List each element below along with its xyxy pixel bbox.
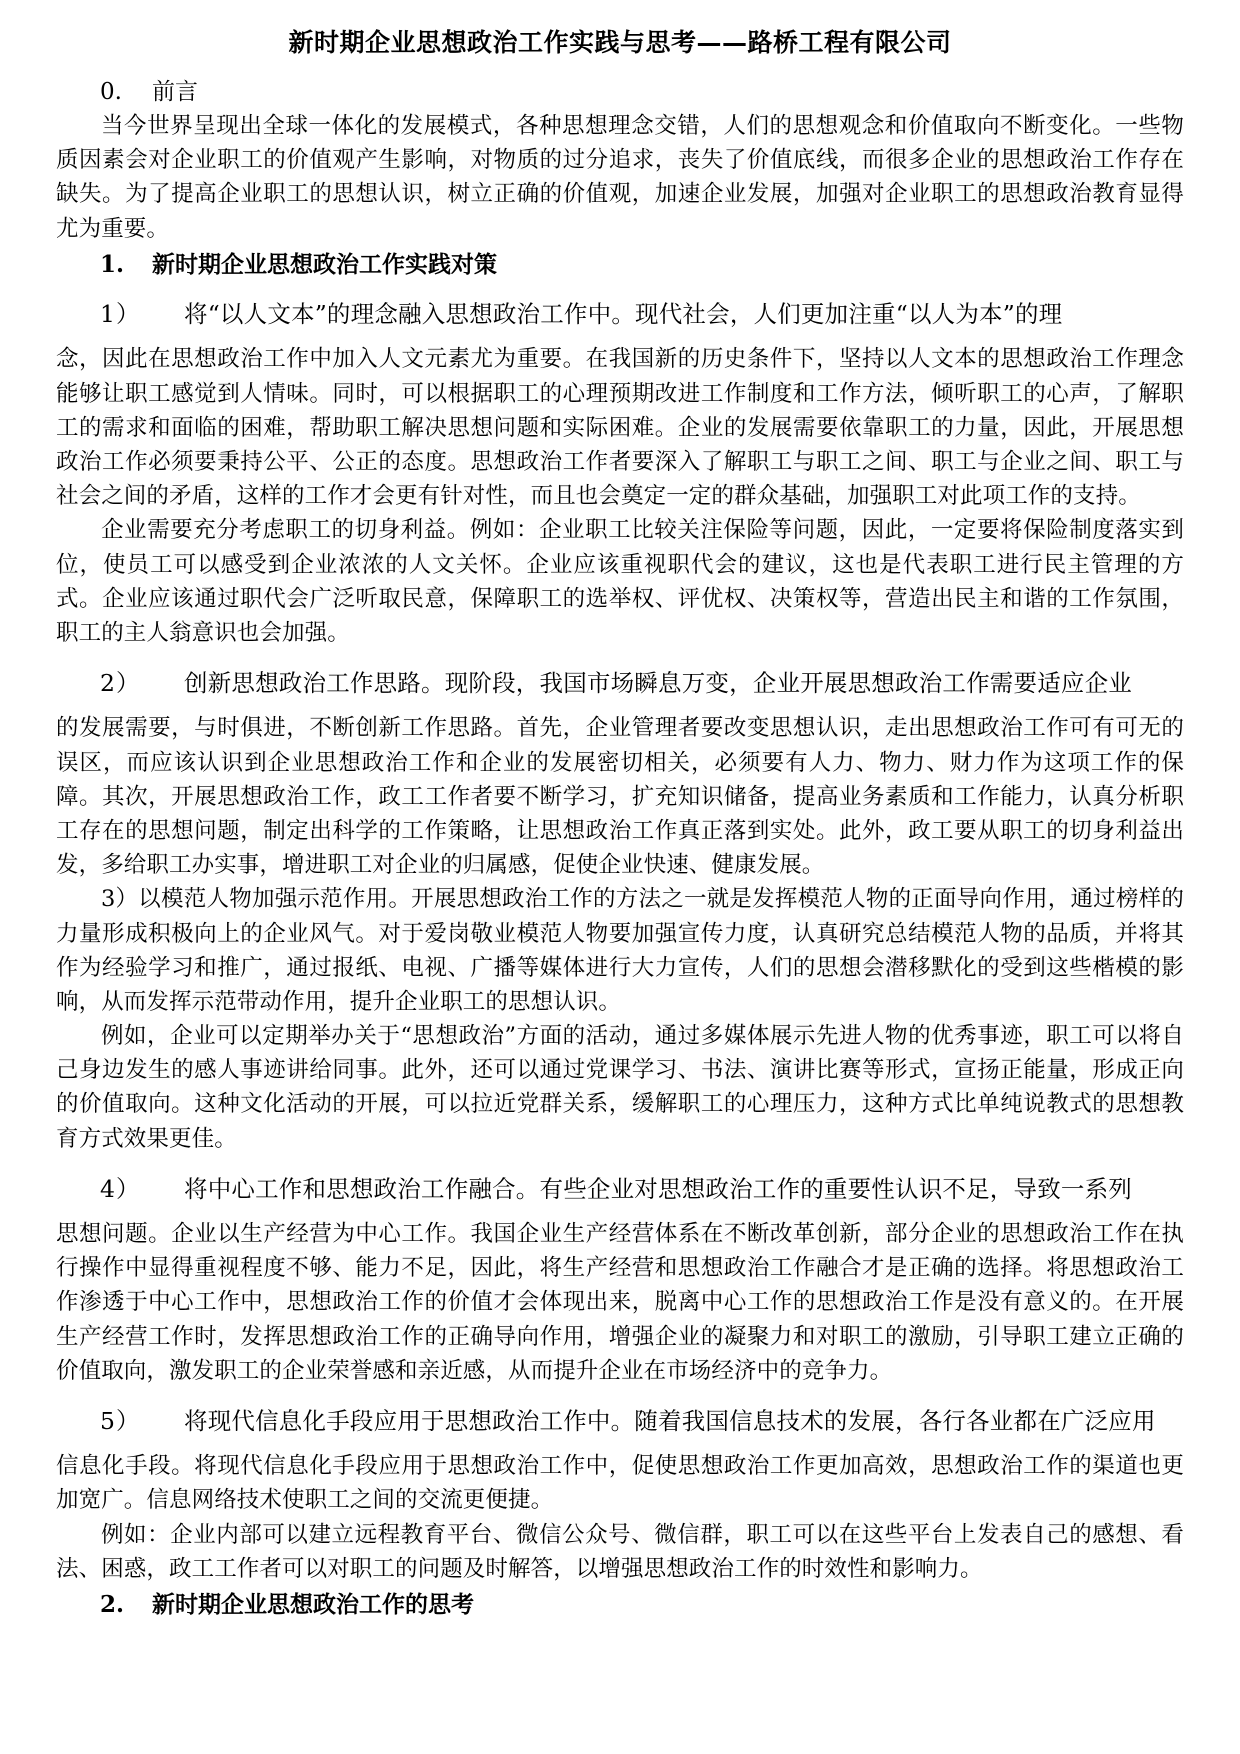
list-item-lead-text-2: 创新思想政治工作思路。现阶段，我国市场瞬息万变，企业开展思想政治工作需要适应企业 — [184, 669, 1132, 698]
section-title-2: 新时期企业思想政治工作的思考 — [152, 1591, 474, 1618]
list-item-lead-1 — [56, 297, 1184, 332]
list-item-followup-5: 例如：企业内部可以建立远程教育平台、微信公众号、微信群，职工可以在这些平台上发表自己的感想、看法、困惑，政工工作者可以对职工的问题及时解答，以增强思想政治工作的时效性和影响力。 — [56, 1521, 1184, 1582]
list-marker-2: 2） — [100, 669, 141, 698]
list-item-body-4: 思想问题。企业以生产经营为中心工作。我国企业生产经营体系在不断改革创新，部分企业的思想政治工作在执行操作中显得重视程度不够、能力不足，因此，将生产经营和思想政治工作融合才是正确的选择。将思想政治工作渗透于中心工作中，思想政治工作的价值才会体现出来，脱离中心工作的思想政治工作是没有意义的。在开展生产经营工作时，发挥思想政治工作的正确导向作用，增强企业的凝聚力和对职工的激励，引导职工建立正确的价值取向，激发职工的企业荣誉感和亲近感，从而提升企业在市场经济中的竞争力。 — [56, 1221, 1184, 1384]
list-item-lead-text-1: 将“以人文本”的理念融入思想政治工作中。现代社会，人们更加注重“以人为本”的理 — [184, 300, 1063, 329]
list-item-lead-4 — [56, 1172, 1184, 1207]
list-item-body-5: 信息化手段。将现代信息化手段应用于思想政治工作中，促使思想政治工作更加高效，思想政治工作的渠道也更加宽广。信息网络技术使职工之间的交流更便捷。 — [56, 1453, 1184, 1514]
list-item-lead-text-4: 将中心工作和思想政治工作融合。有些企业对思想政治工作的重要性认识不足，导致一系列 — [184, 1174, 1132, 1203]
section-title-1: 新时期企业思想政治工作实践对策 — [152, 250, 497, 278]
list-marker-5: 5） — [100, 1407, 141, 1435]
section-heading-reflections — [56, 1588, 1184, 1621]
list-item-body-2: 的发展需要，与时俱进，不断创新工作思路。首先，企业管理者要改变思想认识，走出思想政治工作可有可无的误区，而应该认识到企业思想政治工作和企业的发展密切相关，必须要有人力、物力、财力作为这项工作的保障。其次，开展思想政治工作，政工工作者要不断学习，扩充知识储备，提高业务素质和工作能力，认真分析职工存在的思想问题，制定出科学的工作策略，让思想政治工作真正落到实处。此外，政工要从职工的切身利益出发，多给职工办实事，增进职工对企业的归属感，促使企业快速、健康发展。 — [56, 715, 1184, 879]
section-heading-preface — [56, 76, 1184, 109]
list-item-lead-5 — [56, 1404, 1184, 1439]
section-number-2: 2. — [100, 1591, 125, 1618]
list-item-lead-2 — [56, 666, 1184, 701]
section-title-0: 前言 — [152, 78, 198, 105]
list-item-body-3: 3）以模范人物加强示范作用。开展思想政治工作的方法之一就是发挥模范人物的正面导向作用，通过榜样的力量形成积极向上的企业风气。对于爱岗敬业模范人物要加强宣传力度，认真研究总结模范人物的品质，并将其作为经验学习和推广，通过报纸、电视、广播等媒体进行大力宣传，人们的思想会潜移默化的受到这些楷模的影响，从而发挥示范带动作用，提升企业职工的思想认识。 — [56, 886, 1184, 1015]
list-item-followup-1: 企业需要充分考虑职工的切身利益。例如：企业职工比较关注保险等问题，因此，一定要将保险制度落实到位，使员工可以感受到企业浓浓的人文关怀。企业应该重视职代会的建议，这也是代表职工进行民主管理的方式。企业应该通过职代会广泛听取民意，保障职工的选举权、评优权、决策权等，营造出民主和谐的工作氛围，职工的主人翁意识也会加强。 — [56, 517, 1184, 646]
list-marker-4: 4） — [100, 1174, 141, 1203]
list-item-body-1: 念，因此在思想政治工作中加入人文元素尤为重要。在我国新的历史条件下，坚持以人文本的思想政治工作理念能够让职工感觉到人情味。同时，可以根据职工的心理预期改进工作制度和工作方法，倾听职工的心声，了解职工的需求和面临的困难，帮助职工解决思想问题和实际困难。企业的发展需要依靠职工的力量，因此，开展思想政治工作必须要秉持公平、公正的态度。思想政治工作者要深入了解职工与职工之间、职工与企业之间、职工与社会之间的矛盾，这样的工作才会更有针对性，而且也会奠定一定的群众基础，加强职工对此项工作的支持。 — [56, 346, 1184, 510]
list-item-lead-text-5: 将现代信息化手段应用于思想政治工作中。随着我国信息技术的发展，各行各业都在广泛应用 — [184, 1407, 1156, 1435]
section-number-1: 1. — [100, 250, 125, 278]
list-item-followup-3: 例如，企业可以定期举办关于“思想政治”方面的活动，通过多媒体展示先进人物的优秀事迹，职工可以将自己身边发生的感人事迹讲给同事。此外，还可以通过党课学习、书法、演讲比赛等形式，宣扬正能量，形成正向的价值取向。这种文化活动的开展，可以拉近党群关系，缓解职工的心理压力，这种方式比单纯说教式的思想教育方式效果更佳。 — [56, 1023, 1184, 1152]
list-marker-1: 1） — [100, 300, 141, 329]
document-title: 新时期企业思想政治工作实践与思考——路桥工程有限公司 — [288, 28, 952, 57]
preface-paragraph: 当今世界呈现出全球一体化的发展模式，各种思想理念交错，人们的思想观念和价值取向不断变化。一些物质因素会对企业职工的价值观产生影响，对物质的过分追求，丧失了价值底线，而很多企业的思想政治工作存在缺失。为了提高企业职工的思想认识，树立正确的价值观，加速企业发展，加强对企业职工的思想政治教育显得尤为重要。 — [56, 113, 1184, 242]
section-heading-practices — [56, 248, 1184, 281]
section-number-0: 0. — [100, 78, 122, 105]
